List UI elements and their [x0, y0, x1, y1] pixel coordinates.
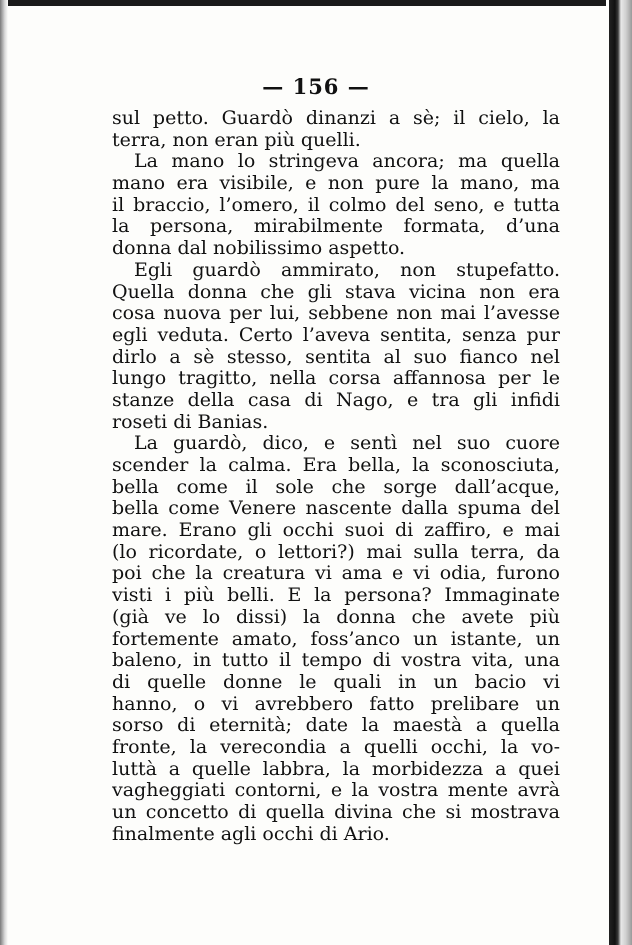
text-line: mare. Erano gli occhi suoi di zaffiro, e mai	[112, 520, 560, 542]
text-line: poi che la creatura vi ama e vi odia, furono	[112, 563, 560, 585]
text-line: sorso di eternità; date la maestà a quella	[112, 715, 560, 737]
text-line: il braccio, l’omero, il colmo del seno, e tutta	[112, 194, 560, 216]
text-line: (già ve lo dissi) la donna che avete più	[112, 606, 560, 628]
text-line: lungo tragitto, nella corsa affannosa per le	[112, 368, 560, 390]
text-line: La mano lo stringeva ancora; ma quella	[134, 151, 560, 173]
text-line: terra, non eran più quelli.	[112, 129, 361, 151]
text-line: la persona, mirabilmente formata, d’una	[112, 216, 560, 238]
text-line: donna dal nobilissimo aspetto.	[112, 238, 406, 260]
page-number: — 156 —	[262, 74, 370, 99]
text-line: La guardò, dico, e sentì nel suo cuore	[134, 433, 560, 455]
text-line: Egli guardò ammirato, non stupefatto.	[134, 259, 560, 281]
page-left-edge	[0, 0, 8, 945]
text-line: finalmente agli occhi di Ario.	[112, 823, 390, 845]
text-line: scender la calma. Era bella, la sconosciuta,	[112, 455, 560, 476]
body-text	[112, 108, 560, 845]
text-line: (lo ricordate, o lettori?) mai sulla terra, da	[112, 541, 560, 563]
text-line: roseti di Banias.	[112, 411, 269, 433]
text-line: fronte, la verecondia a quelli occhi, la vo-	[112, 736, 560, 758]
text-line: hanno, o vi avrebbero fatto prelibare un	[112, 693, 560, 715]
text-line: baleno, in tutto il tempo di vostra vita, una	[112, 650, 560, 672]
text-line: fortemente amato, foss’anco un istante, un	[112, 628, 560, 650]
text-line: vagheggiati contorni, e la vostra mente avrà	[112, 780, 560, 802]
text-line: un concetto di quella divina che si mostrava	[112, 802, 560, 823]
text-line: visti i più belli. E la persona? Immaginate	[112, 585, 560, 607]
text-line: luttà a quelle labbra, la morbidezza a quei	[112, 758, 560, 780]
text-line: bella come Venere nascente dalla spuma del	[112, 498, 560, 520]
book-spine-edge	[606, 0, 632, 945]
text-line: stanze della casa di Nago, e tra gli infidi	[112, 389, 560, 411]
text-line: bella come il sole che sorge dall’acque,	[112, 476, 560, 498]
text-line: dirlo a sè stesso, sentita al suo fianco nel	[112, 346, 560, 368]
text-line: di quelle donne le quali in un bacio vi	[112, 671, 560, 693]
page-top-border	[0, 0, 632, 6]
text-line: sul petto. Guardò dinanzi a sè; il cielo, la	[112, 108, 560, 129]
text-line: cosa nuova per lui, sebbene non mai l’avesse	[112, 303, 560, 325]
text-line: egli veduta. Certo l’aveva sentita, senza pur	[112, 324, 560, 346]
text-line: mano era visibile, e non pure la mano, ma	[112, 173, 560, 195]
text-line: Quella donna che gli stava vicina non era	[112, 281, 560, 303]
